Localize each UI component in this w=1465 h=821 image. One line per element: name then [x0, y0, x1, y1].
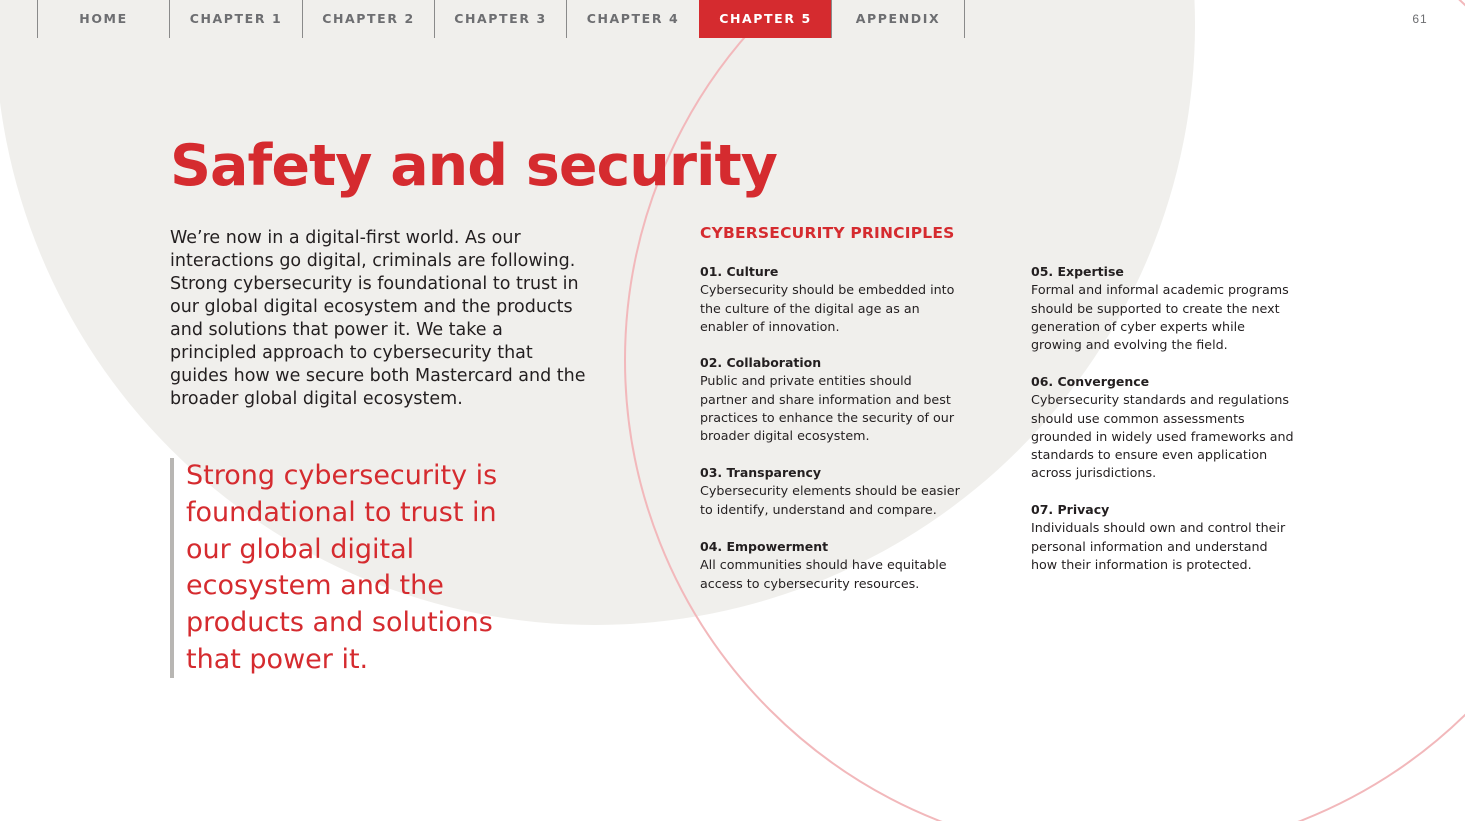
chapter-nav	[37, 0, 965, 38]
principle-transparency	[700, 464, 962, 519]
principle-privacy	[1031, 501, 1297, 574]
principle-empowerment	[700, 538, 962, 593]
principle-body: Formal and informal academic programs should be supported to create the next generation of cyber experts while growing and evolving the field.	[1031, 282, 1289, 353]
nav-tab-chapter-2[interactable]: CHAPTER 2	[302, 0, 434, 38]
pull-quote	[170, 458, 540, 678]
principle-convergence	[1031, 373, 1297, 483]
principle-title: 06. Convergence	[1031, 374, 1150, 389]
nav-tab-chapter-1[interactable]: CHAPTER 1	[169, 0, 302, 38]
principle-body: Cybersecurity standards and regulations should use common assessments grounded in widely used frameworks and standards to ensure even application across jurisdictions.	[1031, 392, 1294, 481]
principle-expertise	[1031, 263, 1297, 354]
principle-title: 05. Expertise	[1031, 264, 1124, 279]
page-number: 61	[1412, 12, 1428, 26]
principle-body: Cybersecurity elements should be easier to identify, understand and compare.	[700, 483, 960, 517]
principle-body: Cybersecurity should be embedded into the culture of the digital age as an enabler of innovation.	[700, 282, 955, 334]
principle-title: 01. Culture	[700, 264, 779, 279]
pull-quote-text: Strong cybersecurity is foundational to trust in our global digital ecosystem and the products and solutions that power it.	[186, 460, 498, 675]
principle-body: All communities should have equitable access to cybersecurity resources.	[700, 557, 947, 591]
principle-body: Public and private entities should partner and share information and best practices to enhance the security of our broader digital ecosystem.	[700, 373, 955, 444]
principle-body: Individuals should own and control their personal information and understand how their information is protected.	[1031, 520, 1286, 572]
principle-collaboration	[700, 354, 962, 445]
nav-tab-chapter-3[interactable]: CHAPTER 3	[434, 0, 566, 38]
principle-title: 04. Empowerment	[700, 539, 829, 554]
nav-tab-home[interactable]: HOME	[37, 0, 169, 38]
nav-tab-appendix[interactable]: APPENDIX	[831, 0, 965, 38]
principle-title: 02. Collaboration	[700, 355, 822, 370]
nav-tab-chapter-5[interactable]: CHAPTER 5	[699, 0, 831, 38]
intro-paragraph: We’re now in a digital-first world. As our interactions go digital, criminals are following. Strong cybersecurity is foundational to trust in our global digital ecosystem and the products and solutions that power it. We take a principled approach to cybersecurity that guides how we secure both Mastercard and the broader global digital ecosystem.	[170, 228, 586, 409]
principle-title: 03. Transparency	[700, 465, 822, 480]
principle-culture	[700, 263, 962, 336]
nav-tab-chapter-4[interactable]: CHAPTER 4	[566, 0, 699, 38]
principle-title: 07. Privacy	[1031, 502, 1110, 517]
page-title: Safety and security	[170, 133, 777, 199]
principles-heading: CYBERSECURITY PRINCIPLES	[700, 224, 955, 242]
